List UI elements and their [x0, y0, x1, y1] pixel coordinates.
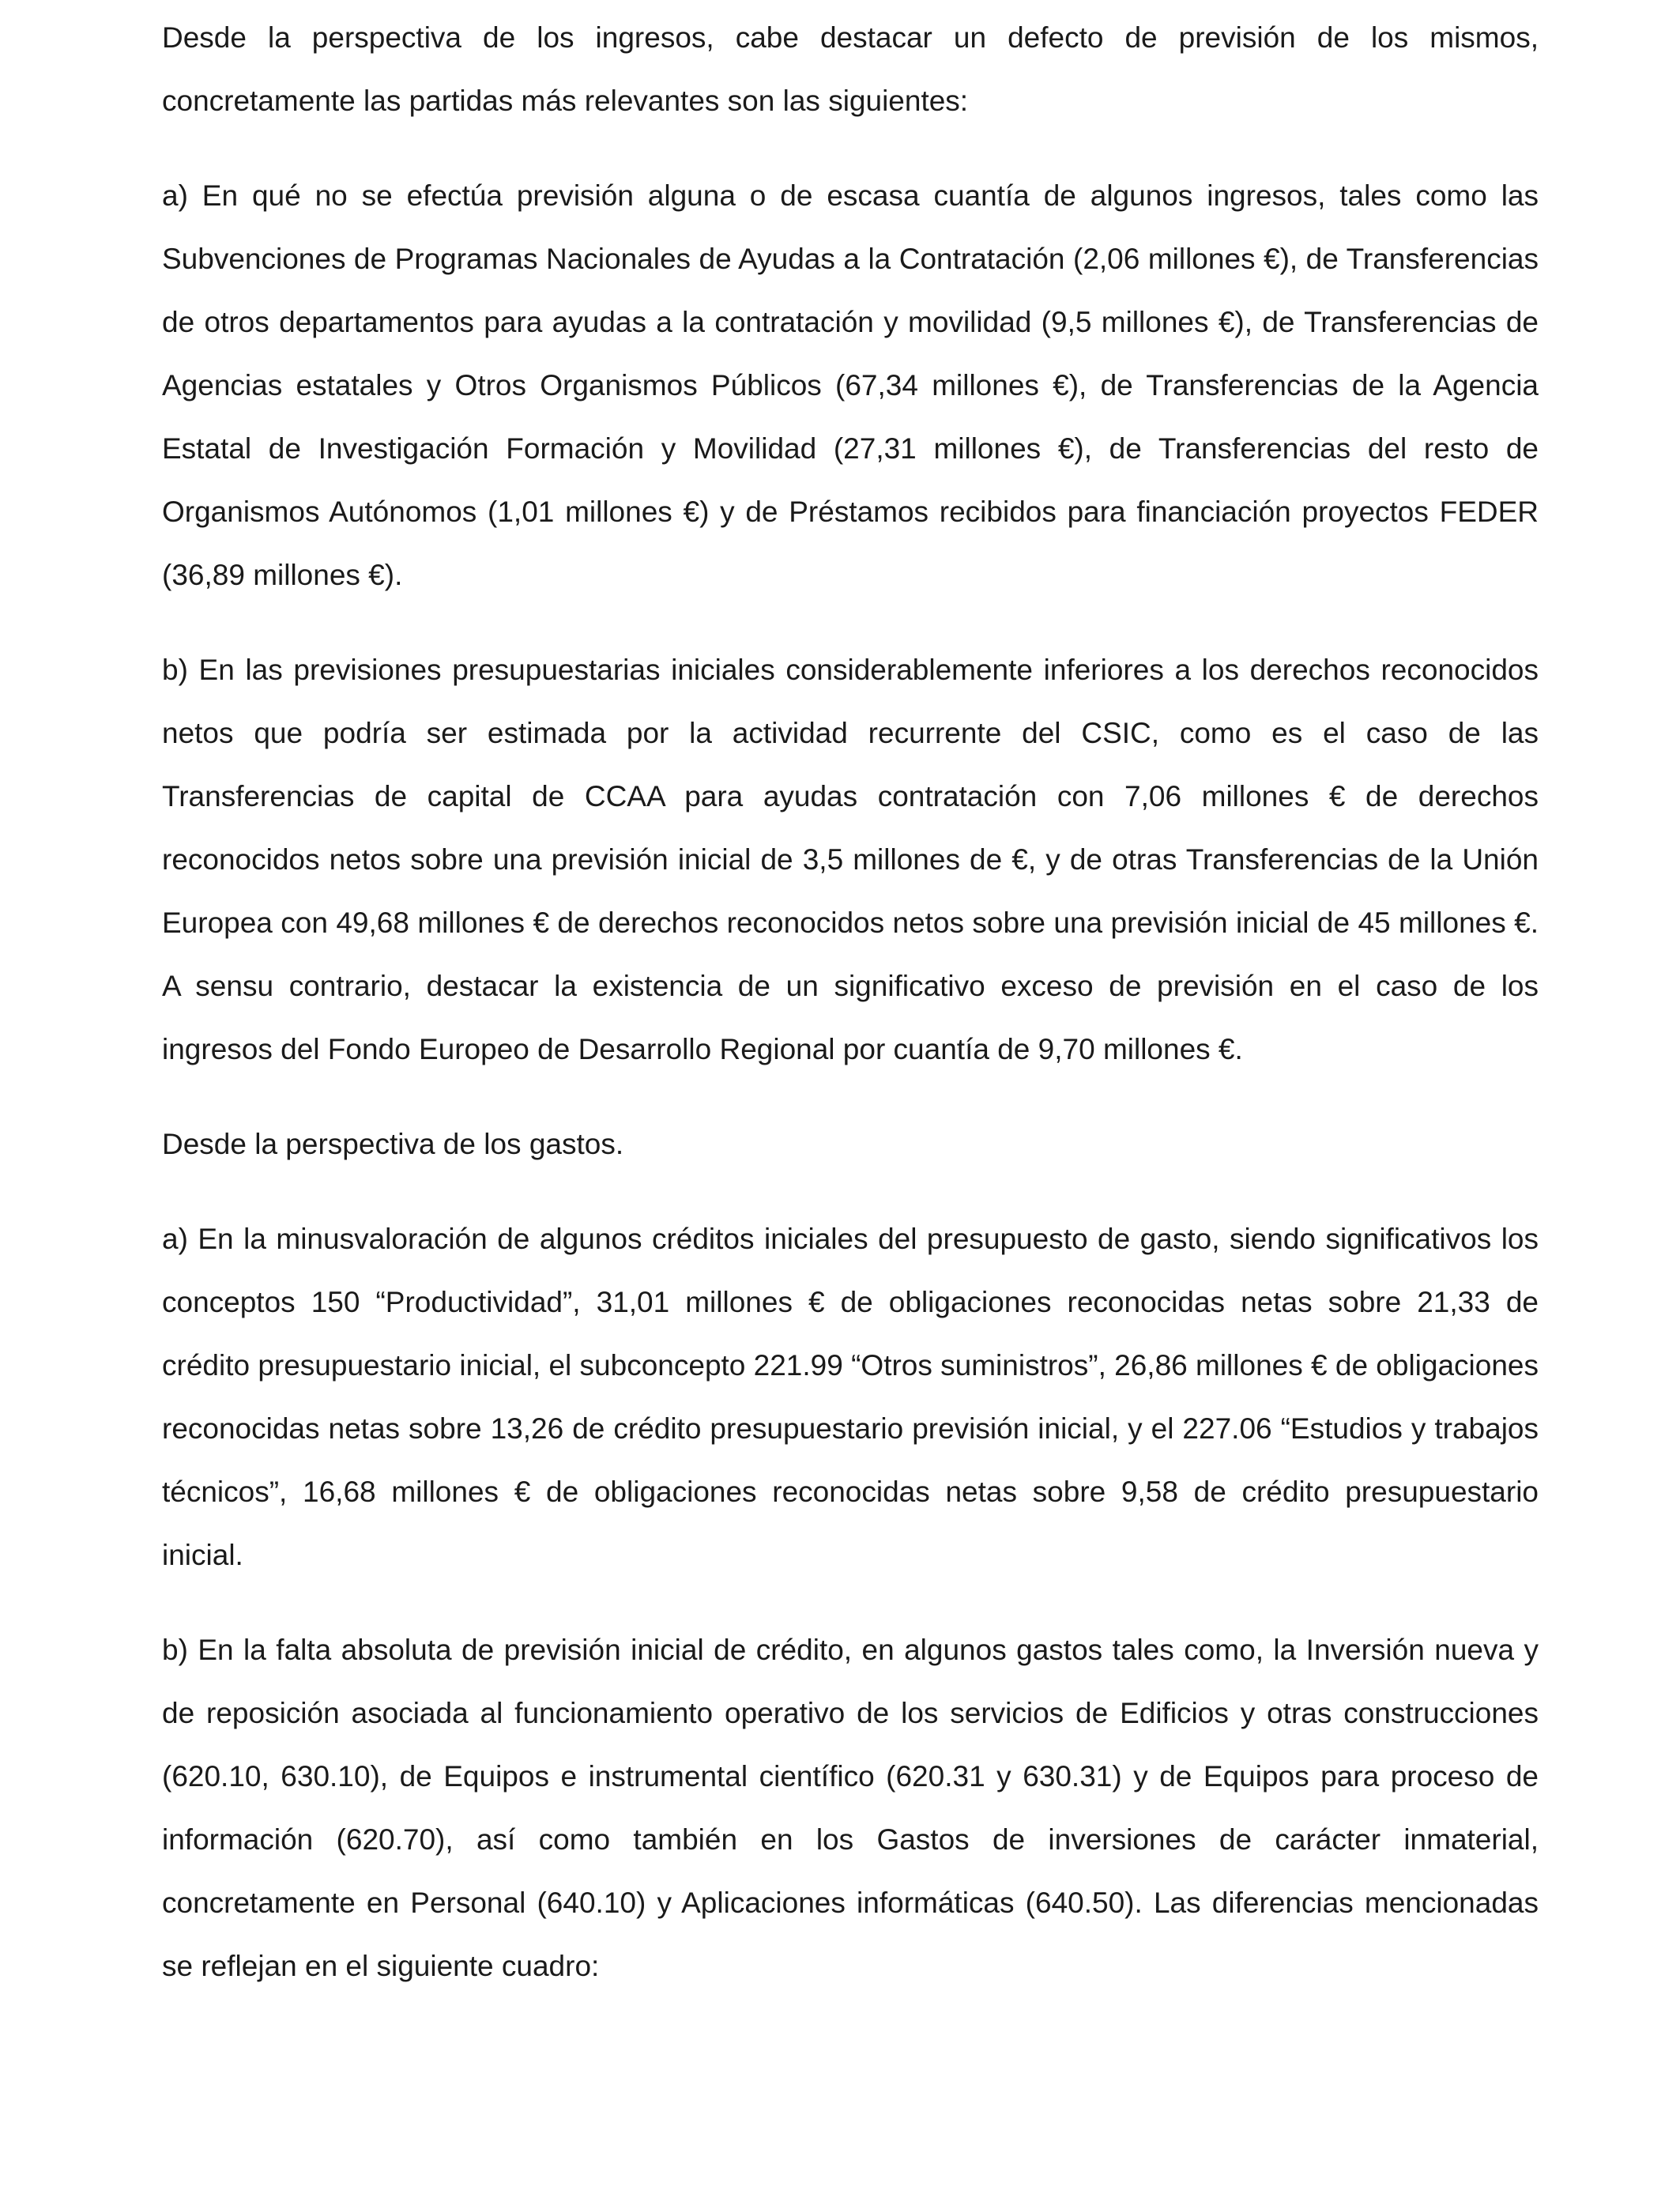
paragraph-gastos-intro: Desde la perspectiva de los gastos. [162, 1128, 624, 1160]
paragraph-ingresos-intro: Desde la perspectiva de los ingresos, cabe destacar un defecto de previsión de los mismos, concretamente las partidas más relevantes son las siguientes: [162, 21, 1539, 117]
paragraph-ingresos-a: a) En qué no se efectúa previsión alguna o de escasa cuantía de algunos ingresos, tales como las Subvenciones de Programas Nacionales de Ayudas a la Contratación (2,06 millones €), de Transferencias de otros departamentos para ayudas a la contratación y movilidad (9,5 millones €), de Transferencias de Agencias estatales y Otros Organismos Públicos (67,34 millones €), de Transferencias de la Agencia Estatal de Investigación Formación y Movilidad (27,31 millones €), de Transferencias del resto de Organismos Autónomos (1,01 millones €) y de Préstamos recibidos para financiación proyectos FEDER (36,89 millones €). [162, 179, 1539, 591]
document-page [162, 6, 1539, 2030]
paragraph-gastos-a: a) En la minusvaloración de algunos créditos iniciales del presupuesto de gasto, siendo significativos los conceptos 150 “Productividad”, 31,01 millones € de obligaciones reconocidas netas sobre 21,33 de crédito presupuestario inicial, el subconcepto 221.99 “Otros suministros”, 26,86 millones € de obligaciones reconocidas netas sobre 13,26 de crédito presupuestario previsión inicial, y el 227.06 “Estudios y trabajos técnicos”, 16,68 millones € de obligaciones reconocidas netas sobre 9,58 de crédito presupuestario inicial. [162, 1223, 1539, 1571]
paragraph-ingresos-b: b) En las previsiones presupuestarias iniciales considerablemente inferiores a los derechos reconocidos netos que podría ser estimada por la actividad recurrente del CSIC, como es el caso de las Transferencias de capital de CCAA para ayudas contratación con 7,06 millones € de derechos reconocidos netos sobre una previsión inicial de 3,5 millones de €, y de otras Transferencias de la Unión Europea con 49,68 millones € de derechos reconocidos netos sobre una previsión inicial de 45 millones €. A sensu contrario, destacar la existencia de un significativo exceso de previsión en el caso de los ingresos del Fondo Europeo de Desarrollo Regional por cuantía de 9,70 millones €. [162, 654, 1539, 1065]
paragraph-gastos-b: b) En la falta absoluta de previsión inicial de crédito, en algunos gastos tales como, la Inversión nueva y de reposición asociada al funcionamiento operativo de los servicios de Edificios y otras construcciones (620.10, 630.10), de Equipos e instrumental científico (620.31 y 630.31) y de Equipos para proceso de información (620.70), así como también en los Gastos de inversiones de carácter inmaterial, concretamente en Personal (640.10) y Aplicaciones informáticas (640.50). Las diferencias mencionadas se reflejan en el siguiente cuadro: [162, 1634, 1539, 1982]
